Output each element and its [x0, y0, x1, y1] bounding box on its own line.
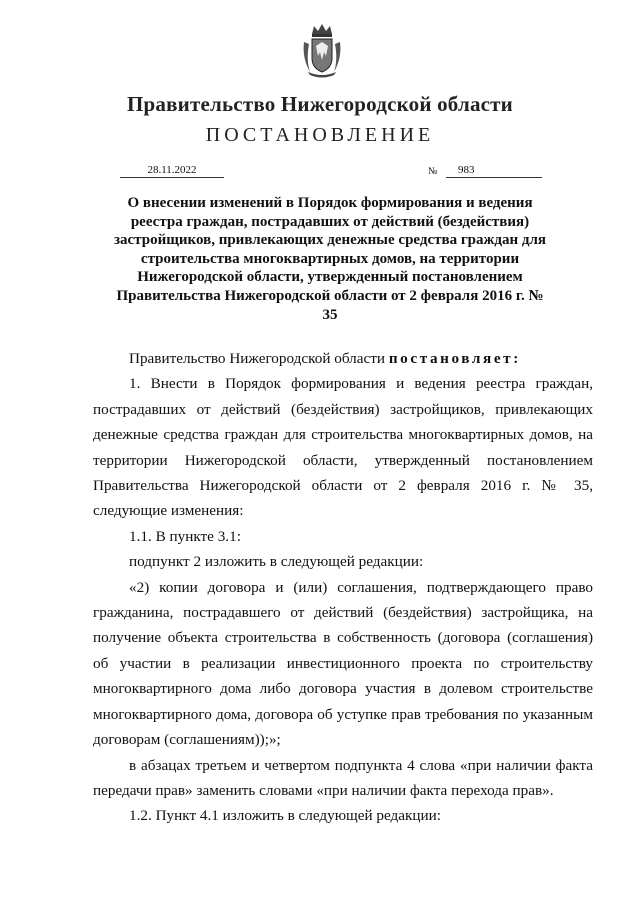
paragraph-subpoint: подпункт 2 изложить в следующей редакции: — [129, 553, 424, 571]
paragraph-1: 1. Внести в Порядок формирования и ведения реестра граждан, пострадавших от действий (бездействия) застройщиков, привлекающих денежные средства граждан для строительства многоквартирных домов, на территории Нижегородской области, утвержденный постановлением Правительства Нижегородской области от 2 февраля 2016 г. № 35, следующие изменения: — [93, 375, 593, 520]
intro-paragraph — [93, 346, 593, 371]
paragraph-1-1: 1.1. В пункте 3.1: — [129, 527, 241, 545]
coat-of-arms-icon — [300, 22, 344, 78]
document-number: 983 — [446, 164, 542, 178]
number-label: № — [428, 166, 438, 177]
decree-word: постановляет: — [388, 350, 521, 367]
government-name: Правительство Нижегородской области — [127, 92, 513, 116]
document-type: ПОСТАНОВЛЕНИЕ — [205, 124, 435, 146]
paragraph-1-2: 1.2. Пункт 4.1 изложить в следующей редакции: — [129, 807, 442, 825]
paragraph-amendment: в абзацах третьем и четвертом подпункта 4 слова «при наличии факта передачи прав» заменить словами «при наличии факта перехода прав». — [93, 756, 593, 799]
document-title: О внесении изменений в Порядок формирования и ведения реестра граждан, пострадавших от действий (бездействия) застройщиков, привлекающих денежные средства граждан для строительства многоквартирных домов, на территории Нижегородской области, утвержденный постановлением Правительства Нижегородской области от 2 февраля 2016 г. № 35 — [114, 195, 546, 323]
document-body — [93, 346, 593, 829]
paragraph-quote: «2) копии договора и (или) соглашения, подтверждающего право гражданина, пострадавшего от действий (бездействия) застройщика, на получение объекта строительства в собственность (договора (соглашения) об участии в реализации инвестиционного проекта по строительству многоквартирного дома либо договора участия в долевом строительстве многоквартирного дома, договора об уступке прав требования по указанным договорам (соглашениям));»; — [93, 578, 593, 749]
intro-lead: Правительство Нижегородской области — [129, 350, 389, 367]
document-date: 28.11.2022 — [120, 164, 224, 178]
